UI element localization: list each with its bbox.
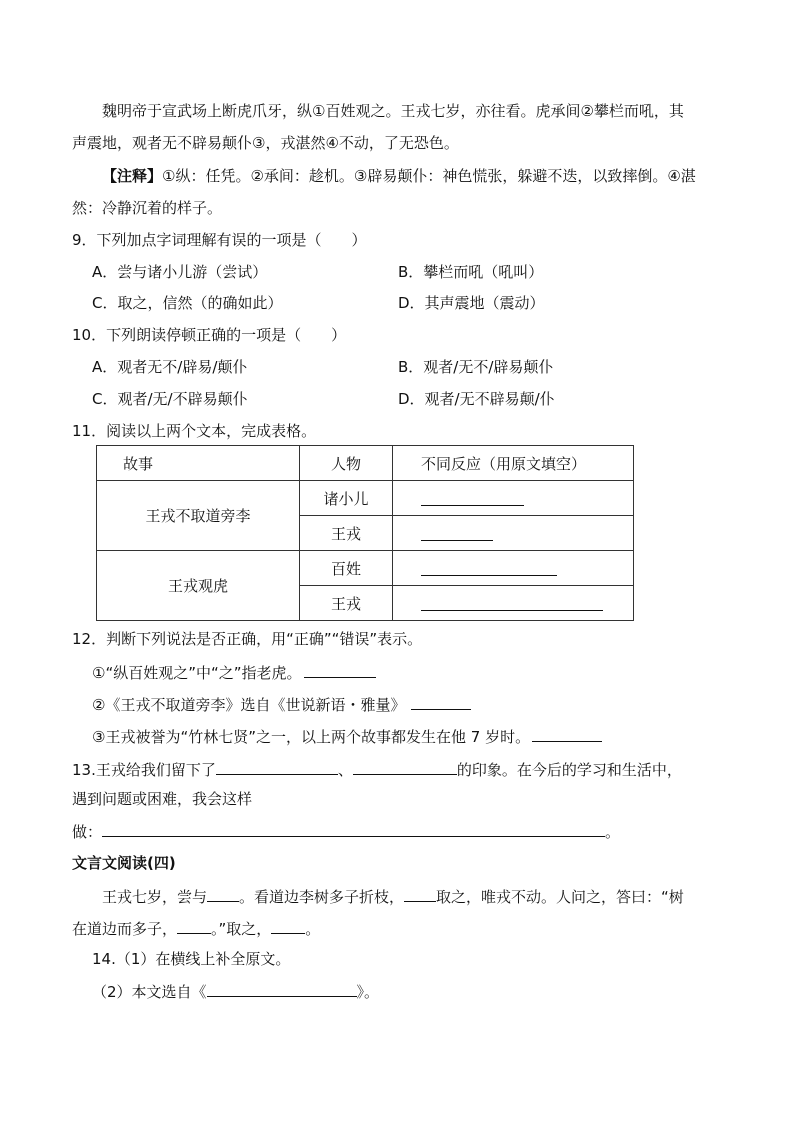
q10-option-d: D．观者/无不辟易颠/仆: [398, 390, 555, 408]
q9-option-a: A．尝与诸小儿游（尝试）: [92, 263, 268, 281]
note-label: 【注释】: [102, 167, 163, 185]
passage4-text-4: 在道边而多子，: [72, 920, 178, 938]
q13-text-2: 的印象。在今后的学习和生活中，: [456, 761, 682, 779]
note-line-2: 然：冷静沉着的样子。: [72, 199, 223, 217]
response-table: [96, 445, 634, 621]
q14-text-1: （2）本文选自《: [92, 983, 207, 1001]
table-row: [97, 481, 634, 516]
answer-blank[interactable]: [207, 980, 357, 997]
answer-blank[interactable]: [353, 758, 457, 775]
passage4-text-1: 王戎七岁，尝与: [102, 888, 208, 906]
passage4-text-3: 取之，唯戎不动。人问之，答曰：“树: [436, 888, 684, 906]
answer-blank[interactable]: [421, 592, 603, 611]
q13-text-1: 13.王戎给我们留下了: [72, 761, 216, 779]
answer-blank[interactable]: [532, 725, 602, 742]
answer-blank[interactable]: [421, 487, 524, 506]
passage4-text-2: 。看道边李树多子折枝，: [239, 888, 405, 906]
q10-option-b: B．观者/无不/辟易颠仆: [398, 358, 554, 376]
q14-text-2: 》。: [356, 983, 380, 1001]
q9-option-d: D．其声震地（震动）: [398, 294, 545, 312]
note-line-1: [72, 165, 722, 186]
answer-blank[interactable]: [271, 917, 305, 934]
table-answer-cell-2[interactable]: [393, 516, 634, 551]
section-title: 文言文阅读(四): [72, 854, 176, 872]
answer-blank[interactable]: [421, 522, 493, 541]
q12-statement-1-text: ①“纵百姓观之”中“之”指老虎。: [92, 664, 302, 682]
q12-statement-3: [92, 725, 602, 747]
q10-stem: 10．下列朗读停顿正确的一项是（ ）: [72, 326, 347, 344]
table-header-story: 故事: [97, 446, 300, 481]
table-person-1: 诸小儿: [300, 481, 393, 516]
q14-part-1: 14.（1）在横线上补全原文。: [92, 950, 291, 968]
answer-blank[interactable]: [177, 917, 211, 934]
table-person-2: 王戎: [300, 516, 393, 551]
q13-line-2: 遇到问题或困难，我会这样: [72, 790, 253, 808]
table-answer-cell-4[interactable]: [393, 586, 634, 621]
answer-blank[interactable]: [216, 758, 338, 775]
q13-separator: 、: [337, 761, 353, 779]
q9-stem: 9．下列加点字词理解有误的一项是（ ）: [72, 231, 367, 249]
q14-part-2: [92, 980, 379, 1002]
q11-stem: 11．阅读以上两个文本，完成表格。: [72, 422, 317, 440]
passage4-text-5: 。”取之，: [211, 920, 272, 938]
answer-blank[interactable]: [421, 557, 557, 576]
answer-blank[interactable]: [411, 693, 471, 710]
note-text-1: ①纵：任凭。②承间：趁机。③辟易颠仆：神色慌张，躲避不迭，以致摔倒。④湛: [162, 167, 696, 185]
answer-blank[interactable]: [304, 661, 376, 678]
passage4-line-2: [72, 917, 722, 939]
q12-statement-2: [92, 693, 471, 715]
q13-label: 做：: [72, 823, 103, 841]
answer-blank[interactable]: [207, 885, 239, 902]
q9-option-b: B．攀栏而吼（吼叫）: [398, 263, 544, 281]
table-person-4: 王戎: [300, 586, 393, 621]
passage-line-1: 魏明帝于宣武场上断虎爪牙，纵①百姓观之。王戎七岁，亦往看。虎承间②攀栏而吼，其: [102, 102, 684, 120]
table-answer-cell-3[interactable]: [393, 551, 634, 586]
answer-blank[interactable]: [102, 820, 605, 837]
table-story-2: 王戎观虎: [97, 551, 300, 621]
table-header-row: [97, 446, 634, 481]
q10-option-c: C．观者/无/不辟易颠仆: [92, 390, 248, 408]
q13-line-3: [72, 820, 722, 842]
q12-statement-2-text: ②《王戎不取道旁李》选自《世说新语・雅量》: [92, 696, 406, 714]
table-row: [97, 551, 634, 586]
table-header-reaction: 不同反应（用原文填空）: [393, 446, 634, 481]
table-person-3: 百姓: [300, 551, 393, 586]
q10-option-a: A．观者无不/辟易/颠仆: [92, 358, 248, 376]
q12-statement-1: [92, 661, 376, 683]
table-header-person: 人物: [300, 446, 393, 481]
table-story-1: 王戎不取道旁李: [97, 481, 300, 551]
q13-line-1: [72, 758, 722, 780]
answer-blank[interactable]: [404, 885, 436, 902]
passage-line-2: 声震地，观者无不辟易颠仆③，戎湛然④不动，了无恐色。: [72, 134, 459, 152]
q9-option-c: C．取之，信然（的确如此）: [92, 294, 283, 312]
q12-stem: 12．判断下列说法是否正确，用“正确”“错误”表示。: [72, 630, 423, 648]
q13-end: 。: [605, 823, 621, 841]
table-answer-cell-1[interactable]: [393, 481, 634, 516]
q12-statement-3-text: ③王戎被誉为“竹林七贤”之一，以上两个故事都发生在他 7 岁时。: [92, 728, 531, 746]
passage4-line-1: [72, 885, 722, 907]
passage4-text-6: 。: [305, 920, 321, 938]
